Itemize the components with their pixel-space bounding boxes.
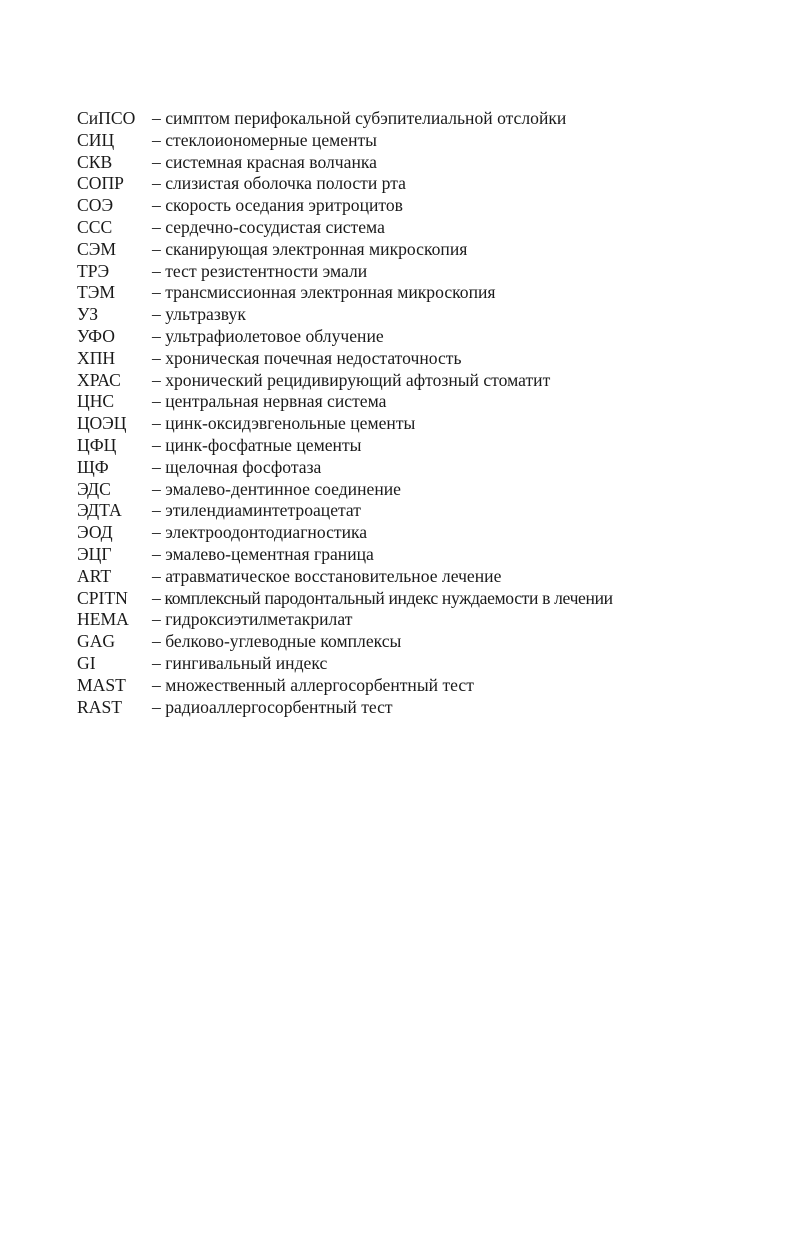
abbreviation-row <box>77 370 767 392</box>
abbreviation-term: CPITN <box>77 587 128 608</box>
abbreviation-row <box>77 544 767 566</box>
abbreviation-row <box>77 500 767 522</box>
abbreviation-row <box>77 391 767 413</box>
abbreviation-row <box>77 304 767 326</box>
abbreviation-row <box>77 195 767 217</box>
abbreviation-row <box>77 108 767 130</box>
abbreviation-row <box>77 435 767 457</box>
abbreviation-definition: – щелочная фосфотаза <box>152 456 322 477</box>
abbreviation-definition: – цинк-оксидэвгенольные цементы <box>152 413 416 434</box>
abbreviation-definition: – множественный аллергосорбентный тест <box>152 674 474 695</box>
abbreviation-term: RAST <box>77 696 122 717</box>
abbreviation-row <box>77 588 767 610</box>
abbreviation-row <box>77 653 767 675</box>
abbreviation-term: ЦОЭЦ <box>77 413 127 434</box>
abbreviation-definition: – скорость оседания эритроцитов <box>152 195 403 216</box>
abbreviation-row <box>77 239 767 261</box>
abbreviation-definition: – белково-углеводные комплексы <box>152 631 402 652</box>
abbreviation-term: GAG <box>77 631 116 652</box>
abbreviation-term: ХРАС <box>77 369 121 390</box>
abbreviation-row <box>77 631 767 653</box>
abbreviation-definition: – электроодонтодиагностика <box>152 522 368 543</box>
abbreviation-term: ЭДС <box>77 478 111 499</box>
abbreviation-term: ЦФЦ <box>77 434 117 455</box>
abbreviation-term: ЭЦГ <box>77 543 112 564</box>
abbreviation-term: ART <box>77 565 112 586</box>
abbreviation-row <box>77 566 767 588</box>
abbreviation-definition: – комплексный пародонтальный индекс нуждаемости в лечении <box>152 587 613 608</box>
abbreviation-definition: – сердечно-сосудистая система <box>152 216 385 237</box>
abbreviation-definition: – атравматическое восстановительное лечение <box>152 565 502 586</box>
abbreviation-row <box>77 130 767 152</box>
abbreviation-list <box>77 108 767 718</box>
abbreviation-definition: – хронический рецидивирующий афтозный стоматит <box>152 369 551 390</box>
abbreviation-definition: – ультразвук <box>152 304 246 325</box>
abbreviation-definition: – ультрафиолетовое облучение <box>152 325 384 346</box>
abbreviation-row <box>77 479 767 501</box>
abbreviation-term: ССС <box>77 216 113 237</box>
abbreviation-term: УЗ <box>77 304 99 325</box>
abbreviation-term: HEMA <box>77 609 129 630</box>
abbreviation-term: ЩФ <box>77 456 109 477</box>
abbreviation-term: СИЦ <box>77 129 115 150</box>
abbreviation-term: ТРЭ <box>77 260 110 281</box>
abbreviation-term: СОЭ <box>77 195 114 216</box>
abbreviation-definition: – тест резистентности эмали <box>152 260 368 281</box>
abbreviation-term: GI <box>77 652 96 673</box>
abbreviation-definition: – стеклоиономерные цементы <box>152 129 377 150</box>
abbreviation-row <box>77 348 767 370</box>
abbreviation-definition: – системная красная волчанка <box>152 151 377 172</box>
abbreviation-definition: – хроническая почечная недостаточность <box>152 347 462 368</box>
abbreviation-term: СиПСО <box>77 108 136 128</box>
abbreviation-row <box>77 609 767 631</box>
abbreviation-definition: – эмалево-дентинное соединение <box>152 478 401 499</box>
abbreviation-term: MAST <box>77 674 126 695</box>
abbreviation-term: ЭДТА <box>77 500 122 521</box>
abbreviation-term: ХПН <box>77 347 116 368</box>
abbreviation-term: СОПР <box>77 173 124 194</box>
abbreviation-definition: – этилендиаминтетроацетат <box>152 500 361 521</box>
abbreviation-term: УФО <box>77 325 115 346</box>
abbreviation-term: ЭОД <box>77 522 113 543</box>
abbreviation-row <box>77 675 767 697</box>
abbreviation-row <box>77 457 767 479</box>
abbreviation-definition: – эмалево-цементная граница <box>152 543 374 564</box>
abbreviation-row <box>77 217 767 239</box>
abbreviation-row <box>77 522 767 544</box>
abbreviation-row <box>77 697 767 719</box>
abbreviation-definition: – трансмиссионная электронная микроскопия <box>152 282 496 303</box>
abbreviation-definition: – гингивальный индекс <box>152 652 328 673</box>
abbreviation-row <box>77 413 767 435</box>
abbreviation-term: ЦНС <box>77 391 115 412</box>
abbreviation-definition: – сканирующая электронная микроскопия <box>152 238 468 259</box>
abbreviation-term: ТЭМ <box>77 282 116 303</box>
abbreviation-definition: – центральная нервная система <box>152 391 387 412</box>
abbreviation-row <box>77 261 767 283</box>
abbreviation-definition: – цинк-фосфатные цементы <box>152 434 362 455</box>
abbreviation-term: СЭМ <box>77 238 116 259</box>
abbreviation-row <box>77 282 767 304</box>
abbreviation-definition: – гидроксиэтилметакрилат <box>152 609 353 630</box>
abbreviation-definition: – слизистая оболочка полости рта <box>152 173 406 194</box>
abbreviation-definition: – радиоаллергосорбентный тест <box>152 696 393 717</box>
abbreviation-row <box>77 326 767 348</box>
abbreviation-term: СКВ <box>77 151 113 172</box>
abbreviation-row <box>77 152 767 174</box>
abbreviation-row <box>77 173 767 195</box>
abbreviation-definition: – симптом перифокальной субэпителиальной отслойки <box>152 108 567 128</box>
